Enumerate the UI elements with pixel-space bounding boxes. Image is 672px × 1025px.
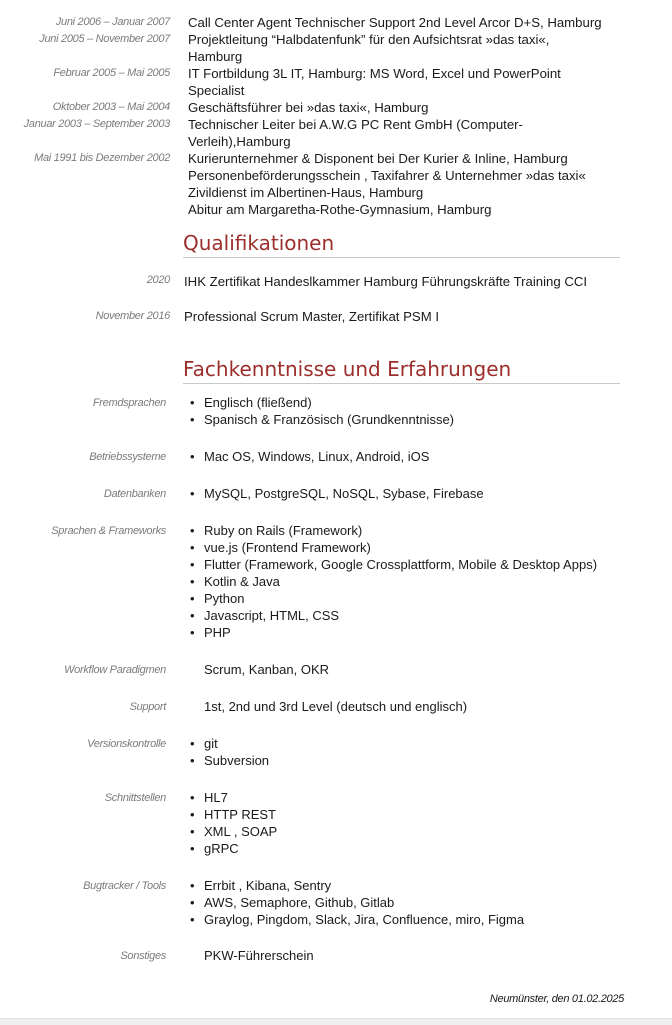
skill-text-sonstiges: PKW-Führerschein bbox=[204, 948, 314, 963]
skill-text-workflow: Scrum, Kanban, OKR bbox=[204, 662, 329, 677]
qualification-text: IHK Zertifikat Handeslkammer Hamburg Führungskräfte Training CCI bbox=[184, 274, 588, 289]
list-item: • PHP bbox=[190, 624, 597, 641]
list-item: • AWS, Semaphore, Github, Gitlab bbox=[190, 894, 524, 911]
list-item: • gRPC bbox=[190, 840, 277, 857]
skill-list-datenbanken bbox=[190, 485, 484, 502]
experience-date: Januar 2003 – September 2003 bbox=[23, 118, 170, 130]
list-item: • vue.js (Frontend Framework) bbox=[190, 539, 597, 556]
list-item: • Ruby on Rails (Framework) bbox=[190, 522, 597, 539]
list-item: • Flutter (Framework, Google Crossplattform, Mobile & Desktop Apps) bbox=[190, 556, 597, 573]
list-item: • HL7 bbox=[190, 789, 277, 806]
skill-text-support: 1st, 2nd und 3rd Level (deutsch und englisch) bbox=[204, 699, 468, 714]
experience-text: Technischer Leiter bei A.W.G PC Rent GmbH (Computer- Verleih),Hamburg bbox=[188, 117, 523, 149]
skill-label-schnittstellen: Schnittstellen bbox=[104, 792, 166, 804]
list-item: • Errbit , Kibana, Sentry bbox=[190, 877, 524, 894]
experience-text: Call Center Agent Technischer Support 2nd Level Arcor D+S, Hamburg bbox=[188, 15, 602, 30]
list-item: • Mac OS, Windows, Linux, Android, iOS bbox=[190, 448, 429, 465]
list-item: • git bbox=[190, 735, 269, 752]
list-item: • Englisch (fließend) bbox=[190, 394, 454, 411]
skill-list-fremdsprachen bbox=[190, 394, 454, 428]
skill-label-betriebssysteme: Betriebssysteme bbox=[89, 451, 166, 463]
place-date-signature: Neumünster, den 01.02.2025 bbox=[489, 993, 624, 1005]
qualification-text: Professional Scrum Master, Zertifikat PSM I bbox=[184, 309, 440, 324]
skill-list-schnittstellen bbox=[190, 789, 277, 857]
skill-label-sprachen-frameworks: Sprachen & Frameworks bbox=[51, 525, 166, 537]
experience-text: Kurierunternehmer & Disponent bei Der Kurier & Inline, Hamburg Personenbeförderungsschein , Taxifahrer & Unternehmer »das taxi« Zivildienst im Albertinen-Haus, Hamburg Abitur am Margaretha-Rothe-Gymnasium, Hamburg bbox=[188, 151, 586, 217]
experience-text: Projektleitung “Halbdatenfunk” für den Aufsichtsrat »das taxi«, Hamburg bbox=[188, 32, 550, 64]
skill-label-datenbanken: Datenbanken bbox=[103, 488, 166, 500]
skill-list-betriebssysteme bbox=[190, 448, 429, 465]
experience-date: Juni 2005 – November 2007 bbox=[39, 33, 170, 45]
list-item: • XML , SOAP bbox=[190, 823, 277, 840]
skill-label-fremdsprachen: Fremdsprachen bbox=[92, 397, 166, 409]
skill-label-versionskontrolle: Versionskontrolle bbox=[87, 738, 166, 750]
experience-text: IT Fortbildung 3L IT, Hamburg: MS Word, Excel und PowerPoint Specialist bbox=[188, 66, 561, 98]
skill-list-bugtracker-tools bbox=[190, 877, 524, 928]
section-heading-qualifikationen: Qualifikationen bbox=[183, 231, 620, 258]
skill-list-sprachen-frameworks bbox=[190, 522, 597, 641]
list-item: • Subversion bbox=[190, 752, 269, 769]
skill-label-support: Support bbox=[129, 701, 166, 713]
experience-date: Mai 1991 bis Dezember 2002 bbox=[34, 152, 170, 164]
list-item: • Kotlin & Java bbox=[190, 573, 597, 590]
section-heading-fachkenntnisse: Fachkenntnisse und Erfahrungen bbox=[183, 357, 620, 384]
experience-date: Februar 2005 – Mai 2005 bbox=[53, 67, 170, 79]
list-item: • Javascript, HTML, CSS bbox=[190, 607, 597, 624]
qualification-date: November 2016 bbox=[95, 310, 170, 322]
list-item: • Python bbox=[190, 590, 597, 607]
experience-date: Oktober 2003 – Mai 2004 bbox=[52, 101, 170, 113]
list-item: • Graylog, Pingdom, Slack, Jira, Confluence, miro, Figma bbox=[190, 911, 524, 928]
skill-label-workflow: Workflow Paradigmen bbox=[64, 664, 166, 676]
list-item: • MySQL, PostgreSQL, NoSQL, Sybase, Firebase bbox=[190, 485, 484, 502]
list-item: • Spanisch & Französisch (Grundkenntnisse) bbox=[190, 411, 454, 428]
skill-label-bugtracker-tools: Bugtracker / Tools bbox=[83, 880, 166, 892]
list-item: • HTTP REST bbox=[190, 806, 277, 823]
experience-date: Juni 2006 – Januar 2007 bbox=[55, 16, 170, 28]
experience-text: Geschäftsführer bei »das taxi«, Hamburg bbox=[188, 100, 429, 115]
skill-list-versionskontrolle bbox=[190, 735, 269, 769]
skill-label-sonstiges: Sonstiges bbox=[120, 950, 166, 962]
qualification-date: 2020 bbox=[146, 274, 170, 286]
